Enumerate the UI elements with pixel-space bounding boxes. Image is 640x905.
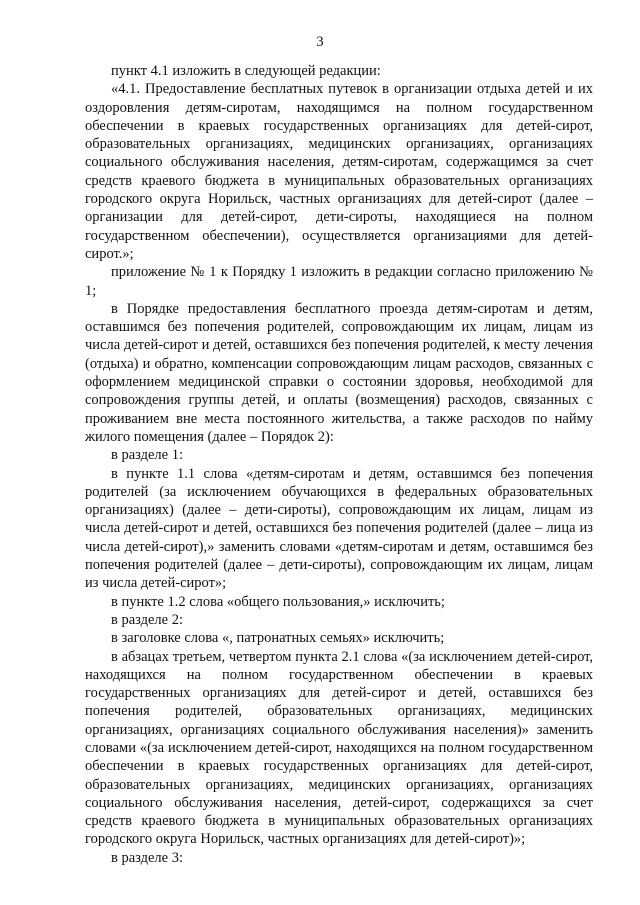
paragraph-section-2: в разделе 2: [111, 611, 184, 628]
document-body [85, 62, 593, 867]
paragraph-point-1-1: в пункте 1.1 слова «детям-сиротам и детям, оставшимся без попечения родителей (за исключением обучающихся в федеральных образовательных организациях) (далее – дети-сироты), сопровождающим их лицам, лицам из числа детей-сирот и детей, оставшихся без попечения родителей (далее – лица из числа детей-сирот),» заменить словами «детям-сиротам и детям, оставшимся без попечения родителей (далее – дети-сироты), сопровождающим их лицам, лицам из числа детей-сирот»; [85, 465, 593, 592]
paragraph-section-3: в разделе 3: [111, 849, 184, 866]
paragraph-order-2: в Порядке предоставления бесплатного проезда детям-сиротам и детям, оставшимся без попечения родителей, сопровождающим их лицам, лицам из числа детей-сирот и детей, оставшихся без попечения родителей, к месту лечения (отдыха) и обратно, компенсации сопровождающим лицам расходов, связанных с оформлением медицинской справки о состоянии здоровья, необходимой для сопровождения группы детей, и оплаты (возмещения) расходов, связанных с проживанием вне места постоянного жительства, а также расходов по найму жилого помещения (далее – Порядок 2): [85, 300, 593, 445]
paragraph-section-1: в разделе 1: [111, 447, 184, 464]
paragraph-point-1-2: в пункте 1.2 слова «общего пользования,» исключить; [111, 593, 445, 610]
paragraph-point-2-1: в абзацах третьем, четвертом пункта 2.1 слова «(за исключением детей-сирот, находящихся на полном государственном обеспечении в краевых государственных организациях для детей-сирот и детей, оставшихся без попечения родителей, образовательных организациях, медицинских организациях, организациях социального обслуживания населения)» заменить словами «(за исключением детей-сирот, находящихся на полном государственном обеспечении в краевых государственных организациях для детей-сирот, образовательных организациях, медицинских организациях, организациях социального обслуживания населения, детей-сирот, содержащихся за счет средств краевого бюджета в муниципальных образовательных организациях городского округа Норильск, частных организациях для детей-сирот)»; [85, 648, 593, 848]
paragraph-appendix-1: приложение № 1 к Порядку 1 изложить в редакции согласно приложению № 1; [85, 264, 593, 299]
paragraph-point-4-1: «4.1. Предоставление бесплатных путевок в организации отдыха детей и их оздоровления детям-сиротам, находящимся на полном государственном обеспечении в краевых государственных организациях для детей-сирот, образовательных организациях, медицинских организациях, организациях социального обслуживания населения, детям-сиротам, содержащимся за счет средств краевого бюджета в муниципальных образовательных организациях городского округа Норильск, частных организациях для детей-сирот (далее – организации для детей-сирот, дети-сироты, находящиеся на полном государственном обеспечении), осуществляется организациями для детей-сирот.»; [85, 81, 593, 262]
paragraph-intro: пункт 4.1 изложить в следующей редакции: [111, 63, 381, 79]
paragraph-heading-change: в заголовке слова «, патронатных семьях» исключить; [111, 630, 445, 647]
page-number: 3 [316, 34, 324, 50]
